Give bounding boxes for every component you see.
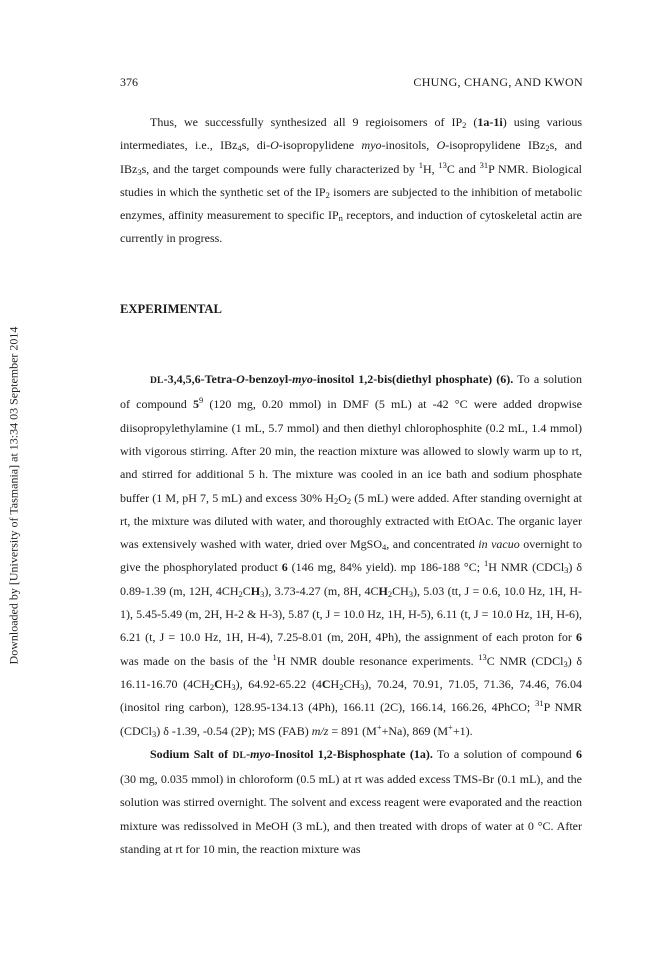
- compound-6-paragraph: DL-3,4,5,6-Tetra-O-benzoyl-myo-inositol 1,2-bis(diethyl phosphate) (6). To a solution of compound $5^9$ (120 mg, 0.20 mmol) in DMF (5 mL) at -42 °C were added dropwise diisopropylethylamine (1 mL, 5.7 mmol) and then diethyl chlorophosphite (0.2 mL, 1.4 mmol) with vigorous stirring. After 20 min, the reaction mixture was allowed to slowly warm up to rt, and stirred for additional 5 h. The mixture was cooled in an ice bath and sodium phosphate buffer (1 M, pH 7, 5 mL) and excess 30% $H_2O_2$ (5 mL) were added. After standing overnight at rt, the mixture was diluted with water, and thoroughly extracted with EtOAc. The organic layer was extensively washed with water, dried over MgSO$_4$, and concentrated in vacuo overnight to give the phosphorylated product 6 (146 mg, 84% yield). mp 186-188 °C; $^1$H NMR (CDCl$_3$) δ 0.89-1.39 (m, 12H, $4CH_2CH_3$), 3.73-4.27 (m, 8H, $4CH_2CH_3$), 5.03 (tt, J = 0.6, 10.0 Hz, 1H, H-1), 5.45-5.49 (m, 2H, H-2 & H-3), 5.87 (t, J = 10.0 Hz, 1H, H-5), 6.11 (t, J = 10.0 Hz, 1H, H-6), 6.21 (t, J = 10.0 Hz, 1H, H-4), 7.25-8.01 (m, 20H, 4Ph), the assignment of each proton for 6 was made on the basis of the $^1$H NMR double resonance experiments. $^{13}$C NMR (CDCl$_3$) δ 16.11-16.70 $(4CH_2CH_3)$, 64.92-65.22 $(4CH_2CH_3)$, 70.24, 70.91, 71.05, 71.36, 74.46, 76.04 (inositol ring carbon), 128.95-134.13 (4Ph), 166.11 (2C), 166.14, 166.26, 4PhCO; $^{31}$P NMR (CDCl$_3$) δ -1.39, -0.54 (2P); MS (FAB) m/z = 891 (M++Na), 869 (M++1).: [120, 372, 583, 739]
- section-heading: EXPERIMENTAL: [120, 301, 222, 316]
- compound-6-title: DL-3,4,5,6-Tetra-O-benzoyl-myo-inositol 1,2-bis(diethyl phosphate) (6).: [150, 372, 514, 387]
- download-watermark: [7, 292, 21, 698]
- running-head: CHUNG, CHANG, AND KWON: [413, 75, 583, 89]
- page-number: 376: [120, 75, 138, 89]
- download-watermark-text: Downloaded by [University of Tasmania] at 13:34 03 September 2014: [6, 326, 21, 664]
- article-body: [120, 111, 582, 861]
- compound-1a-title: Sodium Salt of DL-myo-Inositol 1,2-Bisphosphate (1a).: [150, 746, 433, 761]
- intro-paragraph: Thus, we successfully synthesized all 9 regioisomers of $IP_2$ (1a-1i) using various intermediates, i.e., IBz$_4$s, di-O-isopropylidene myo-inositols, O-isopropylidene IBz$_2$s, and IBz$_3$s, and the target compounds were fully characterized by $^1$H, $^{13}$C and $^{31}$P NMR. Biological studies in which the synthetic set of the $IP_2$ isomers are subjected to the inhibition of metabolic enzymes, affinity measurement to specific $IP_n$ receptors, and induction of cytoskeletal actin are currently in progress.: [120, 115, 583, 246]
- compound-1a-paragraph: Sodium Salt of DL-myo-Inositol 1,2-Bisphosphate (1a). To a solution of compound 6 (30 mg, 0.035 mmol) in chloroform (0.5 mL) at rt was added excess TMS-Br (0.1 mL), and the solution was stirred overnight. The solvent and excess reagent were evaporated and the reaction mixture was redissolved in MeOH (3 mL), and then treated with drops of water at 0 °C. After standing at rt for 10 min, the reaction mixture was: [120, 746, 583, 857]
